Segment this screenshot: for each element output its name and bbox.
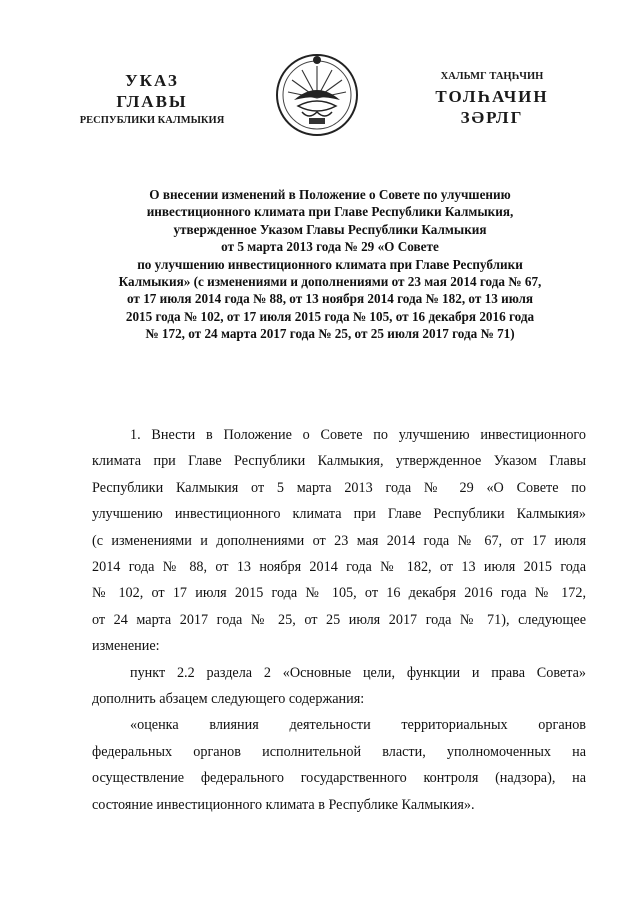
decree-header-kalmyk: [392, 70, 592, 128]
body-line: осуществление федерального государственного контроля (надзора), на: [92, 770, 586, 787]
title-line: инвестиционного климата при Главе Республики Калмыкия,: [146, 204, 514, 220]
title-line: от 17 июля 2014 года № 88, от 13 ноября 2014 года № 182, от 13 июля: [127, 291, 533, 307]
title-line: по улучшению инвестиционного климата при Главе Республики: [137, 256, 523, 272]
header-right-line3: ЗӘРЛГ: [460, 108, 524, 127]
document-body: [92, 422, 586, 818]
coat-of-arms-emblem-icon: [272, 50, 362, 140]
body-line: от 24 марта 2017 года № 25, от 25 июля 2017 года № 71), следующее: [92, 611, 586, 628]
document-title: [80, 186, 580, 343]
title-line: Калмыкия» (с изменениями и дополнениями от 23 мая 2014 года № 67,: [118, 274, 542, 290]
body-line: улучшению инвестиционного климата при Главе Республики Калмыкия»: [92, 506, 586, 523]
body-line: изменение:: [92, 638, 160, 655]
body-line: Республики Калмыкия от 5 марта 2013 года № 29 «О Совете по: [92, 479, 586, 496]
decree-header-russian: [52, 70, 252, 128]
body-line: климата при Главе Республики Калмыкия, утвержденное Указом Главы: [92, 453, 586, 470]
header-left-line3: РЕСПУБЛИКИ КАЛМЫКИЯ: [79, 115, 225, 126]
body-line: (с изменениями и дополнениями от 23 мая 2014 года № 67, от 17 июля: [92, 532, 586, 549]
body-line: «оценка влияния деятельности территориальных органов: [130, 717, 586, 734]
title-line: О внесении изменений в Положение о Совете по улучшению: [149, 187, 511, 202]
body-line: дополнить абзацем следующего содержания:: [92, 691, 365, 708]
header-right-line1: ХАЛЬМГ ТАҢҺЧИН: [440, 71, 544, 82]
body-line: федеральных органов исполнительной власти, уполномоченных на: [92, 743, 586, 760]
title-line: от 5 марта 2013 года № 29 «О Совете: [221, 239, 439, 255]
title-line: № 172, от 24 марта 2017 года № 25, от 25 июля 2017 года № 71): [145, 326, 515, 342]
body-line: состояние инвестиционного климата в Республике Калмыкия».: [92, 796, 475, 813]
body-line: 1. Внести в Положение о Совете по улучшению инвестиционного: [130, 427, 586, 443]
body-line: пункт 2.2 раздела 2 «Основные цели, функции и права Совета»: [130, 664, 586, 681]
body-line: № 102, от 17 июля 2015 года № 105, от 16 декабря 2016 года № 172,: [92, 585, 586, 602]
title-line: утвержденное Указом Главы Республики Калмыкия: [173, 221, 487, 237]
body-line: 2014 года № 88, от 13 ноября 2014 года № 182, от 13 июля 2015 года: [92, 559, 586, 576]
title-line: 2015 года № 102, от 17 июля 2015 года № 105, от 16 декабря 2016 года: [125, 308, 535, 324]
header-left-line1: УКАЗ: [125, 71, 179, 90]
header-left-line2: ГЛАВЫ: [116, 92, 188, 111]
header-right-line2: ТОЛҺАЧИН: [435, 87, 549, 106]
